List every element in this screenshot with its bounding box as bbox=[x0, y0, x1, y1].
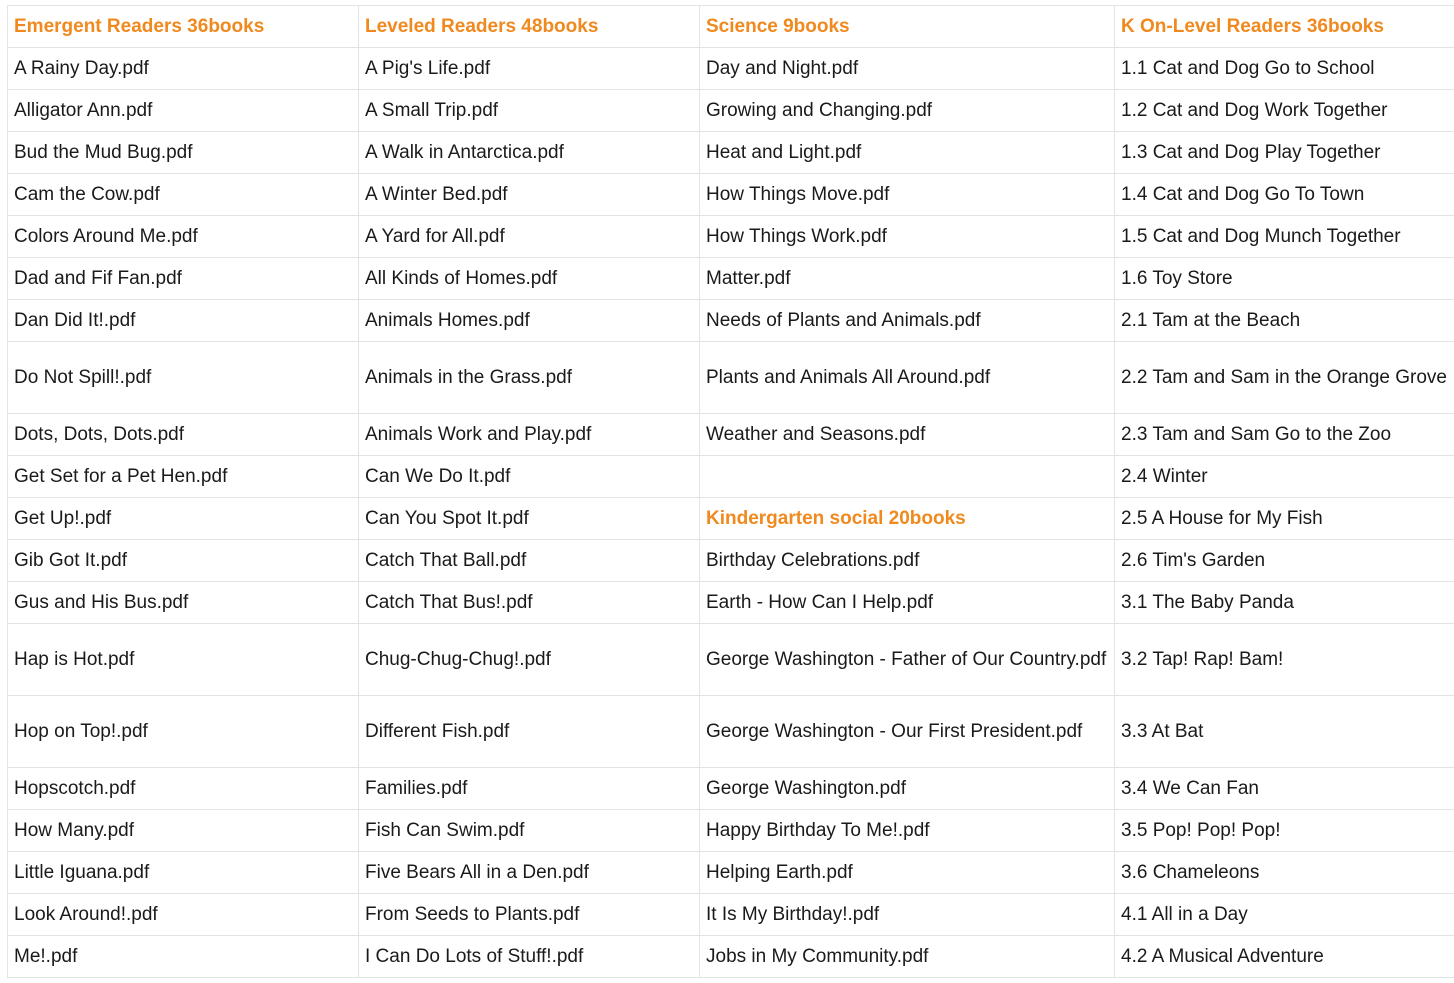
book-title-cell: Hap is Hot.pdf bbox=[8, 624, 359, 696]
table-row bbox=[8, 174, 1454, 216]
table-row bbox=[8, 936, 1454, 978]
header-science: Science 9books bbox=[700, 6, 1115, 48]
table-row bbox=[8, 696, 1454, 768]
book-title-cell: How Things Work.pdf bbox=[700, 216, 1115, 258]
book-title-cell: How Things Move.pdf bbox=[700, 174, 1115, 216]
book-title-cell: Catch That Ball.pdf bbox=[359, 540, 700, 582]
book-title-cell: 1.1 Cat and Dog Go to School bbox=[1115, 48, 1454, 90]
book-title-cell: Animals Homes.pdf bbox=[359, 300, 700, 342]
book-title-cell: Animals Work and Play.pdf bbox=[359, 414, 700, 456]
book-title-cell: Can We Do It.pdf bbox=[359, 456, 700, 498]
book-title-cell: Heat and Light.pdf bbox=[700, 132, 1115, 174]
book-title-cell: Get Up!.pdf bbox=[8, 498, 359, 540]
table-row bbox=[8, 342, 1454, 414]
table-row bbox=[8, 582, 1454, 624]
book-title-cell: Happy Birthday To Me!.pdf bbox=[700, 810, 1115, 852]
book-title-cell: Look Around!.pdf bbox=[8, 894, 359, 936]
book-title-cell: Me!.pdf bbox=[8, 936, 359, 978]
book-title-cell: Weather and Seasons.pdf bbox=[700, 414, 1115, 456]
book-title-cell: Alligator Ann.pdf bbox=[8, 90, 359, 132]
book-title-cell: Get Set for a Pet Hen.pdf bbox=[8, 456, 359, 498]
table-row bbox=[8, 456, 1454, 498]
book-title-cell: Bud the Mud Bug.pdf bbox=[8, 132, 359, 174]
table-row bbox=[8, 414, 1454, 456]
book-title-cell: Different Fish.pdf bbox=[359, 696, 700, 768]
header-leveled-readers: Leveled Readers 48books bbox=[359, 6, 700, 48]
header-kindergarten-social: Kindergarten social 20books bbox=[700, 498, 1115, 540]
book-title-cell: 2.3 Tam and Sam Go to the Zoo bbox=[1115, 414, 1454, 456]
table-row bbox=[8, 90, 1454, 132]
book-title-cell: A Walk in Antarctica.pdf bbox=[359, 132, 700, 174]
book-title-cell: 3.4 We Can Fan bbox=[1115, 768, 1454, 810]
book-title-cell: George Washington - Our First President.pdf bbox=[700, 696, 1115, 768]
book-title-cell: Colors Around Me.pdf bbox=[8, 216, 359, 258]
table-row bbox=[8, 540, 1454, 582]
table-row bbox=[8, 894, 1454, 936]
book-title-cell: Dan Did It!.pdf bbox=[8, 300, 359, 342]
book-title-cell: Hopscotch.pdf bbox=[8, 768, 359, 810]
book-title-cell: 2.1 Tam at the Beach bbox=[1115, 300, 1454, 342]
book-title-cell: A Rainy Day.pdf bbox=[8, 48, 359, 90]
book-title-cell: Little Iguana.pdf bbox=[8, 852, 359, 894]
book-title-cell: It Is My Birthday!.pdf bbox=[700, 894, 1115, 936]
header-row bbox=[8, 6, 1454, 48]
book-title-cell: A Pig's Life.pdf bbox=[359, 48, 700, 90]
book-title-cell: From Seeds to Plants.pdf bbox=[359, 894, 700, 936]
table-row bbox=[8, 810, 1454, 852]
book-title-cell bbox=[700, 456, 1115, 498]
table-row bbox=[8, 216, 1454, 258]
book-title-cell: Dots, Dots, Dots.pdf bbox=[8, 414, 359, 456]
book-title-cell: 1.2 Cat and Dog Work Together bbox=[1115, 90, 1454, 132]
header-k-on-level-readers: K On-Level Readers 36books bbox=[1115, 6, 1454, 48]
book-title-cell: Earth - How Can I Help.pdf bbox=[700, 582, 1115, 624]
book-title-cell: Fish Can Swim.pdf bbox=[359, 810, 700, 852]
table-row bbox=[8, 300, 1454, 342]
table-row bbox=[8, 624, 1454, 696]
book-title-cell: 3.2 Tap! Rap! Bam! bbox=[1115, 624, 1454, 696]
book-title-cell: 4.1 All in a Day bbox=[1115, 894, 1454, 936]
book-title-cell: 3.3 At Bat bbox=[1115, 696, 1454, 768]
book-title-cell: Can You Spot It.pdf bbox=[359, 498, 700, 540]
table-row bbox=[8, 498, 1454, 540]
book-title-cell: 3.6 Chameleons bbox=[1115, 852, 1454, 894]
table-row bbox=[8, 852, 1454, 894]
book-title-cell: Animals in the Grass.pdf bbox=[359, 342, 700, 414]
book-title-cell: Day and Night.pdf bbox=[700, 48, 1115, 90]
book-title-cell: Chug-Chug-Chug!.pdf bbox=[359, 624, 700, 696]
book-title-cell: 2.4 Winter bbox=[1115, 456, 1454, 498]
book-title-cell: 1.3 Cat and Dog Play Together bbox=[1115, 132, 1454, 174]
book-list-table bbox=[7, 5, 1454, 978]
book-title-cell: All Kinds of Homes.pdf bbox=[359, 258, 700, 300]
book-title-cell: Catch That Bus!.pdf bbox=[359, 582, 700, 624]
book-title-cell: Plants and Animals All Around.pdf bbox=[700, 342, 1115, 414]
book-title-cell: Hop on Top!.pdf bbox=[8, 696, 359, 768]
book-title-cell: I Can Do Lots of Stuff!.pdf bbox=[359, 936, 700, 978]
book-title-cell: 2.6 Tim's Garden bbox=[1115, 540, 1454, 582]
book-title-cell: Do Not Spill!.pdf bbox=[8, 342, 359, 414]
book-title-cell: Helping Earth.pdf bbox=[700, 852, 1115, 894]
book-title-cell: Jobs in My Community.pdf bbox=[700, 936, 1115, 978]
book-title-cell: Growing and Changing.pdf bbox=[700, 90, 1115, 132]
book-title-cell: Dad and Fif Fan.pdf bbox=[8, 258, 359, 300]
book-title-cell: Birthday Celebrations.pdf bbox=[700, 540, 1115, 582]
book-title-cell: Gib Got It.pdf bbox=[8, 540, 359, 582]
book-title-cell: Families.pdf bbox=[359, 768, 700, 810]
table-row bbox=[8, 768, 1454, 810]
book-title-cell: Matter.pdf bbox=[700, 258, 1115, 300]
book-title-cell: A Small Trip.pdf bbox=[359, 90, 700, 132]
book-title-cell: 3.5 Pop! Pop! Pop! bbox=[1115, 810, 1454, 852]
book-title-cell: 1.4 Cat and Dog Go To Town bbox=[1115, 174, 1454, 216]
book-title-cell: A Winter Bed.pdf bbox=[359, 174, 700, 216]
book-title-cell: 3.1 The Baby Panda bbox=[1115, 582, 1454, 624]
book-title-cell: How Many.pdf bbox=[8, 810, 359, 852]
table-row bbox=[8, 132, 1454, 174]
header-emergent-readers: Emergent Readers 36books bbox=[8, 6, 359, 48]
book-title-cell: George Washington - Father of Our Country.pdf bbox=[700, 624, 1115, 696]
book-title-cell: 2.5 A House for My Fish bbox=[1115, 498, 1454, 540]
book-title-cell: George Washington.pdf bbox=[700, 768, 1115, 810]
book-title-cell: 1.6 Toy Store bbox=[1115, 258, 1454, 300]
book-title-cell: 2.2 Tam and Sam in the Orange Grove bbox=[1115, 342, 1454, 414]
book-title-cell: Gus and His Bus.pdf bbox=[8, 582, 359, 624]
book-list-body bbox=[8, 6, 1454, 978]
table-row bbox=[8, 258, 1454, 300]
book-title-cell: Cam the Cow.pdf bbox=[8, 174, 359, 216]
book-title-cell: Needs of Plants and Animals.pdf bbox=[700, 300, 1115, 342]
book-title-cell: 1.5 Cat and Dog Munch Together bbox=[1115, 216, 1454, 258]
book-title-cell: 4.2 A Musical Adventure bbox=[1115, 936, 1454, 978]
book-title-cell: A Yard for All.pdf bbox=[359, 216, 700, 258]
book-title-cell: Five Bears All in a Den.pdf bbox=[359, 852, 700, 894]
table-row bbox=[8, 48, 1454, 90]
